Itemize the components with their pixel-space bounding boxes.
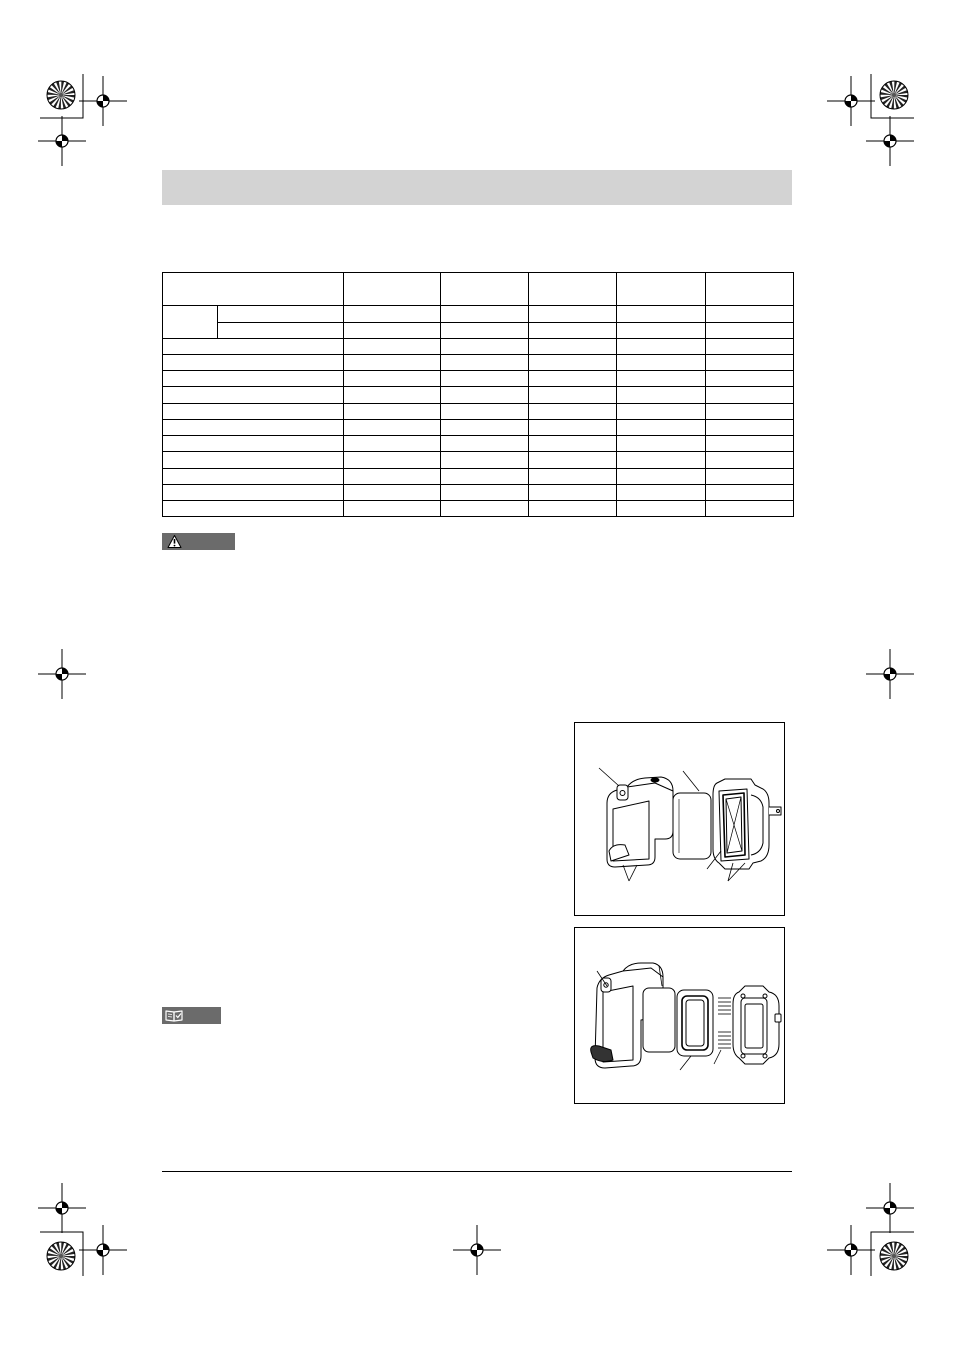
warning-icon (162, 533, 186, 550)
table-cell (344, 339, 441, 355)
table-cell (617, 404, 706, 420)
table-cell (529, 420, 617, 436)
table-cell (441, 436, 529, 452)
table-cell (441, 355, 529, 371)
table-row-label (163, 436, 344, 452)
registration-target-icon (827, 1225, 875, 1275)
table-row-label (163, 387, 344, 404)
figure-air-filter-1 (574, 722, 785, 916)
table-cell (441, 404, 529, 420)
table-row-label (163, 339, 344, 355)
table-cell (344, 452, 441, 469)
table-row-label (163, 485, 344, 501)
table-sub-label (218, 306, 344, 323)
table-row-label (163, 404, 344, 420)
table-cell (529, 485, 617, 501)
table-cell (706, 485, 794, 501)
table-header-cell (163, 273, 344, 306)
table-cell (344, 404, 441, 420)
registration-target-icon (866, 116, 914, 166)
table-cell (617, 339, 706, 355)
note-badge (162, 1007, 221, 1024)
figure-air-filter-2 (574, 927, 785, 1104)
table-cell (706, 452, 794, 469)
table-row-label (163, 452, 344, 469)
table-sub-label (218, 323, 344, 339)
table-cell (529, 306, 617, 323)
air-filter-exploded-view-icon (575, 928, 784, 1103)
table-cell (706, 420, 794, 436)
table-cell (529, 371, 617, 387)
table-cell (529, 339, 617, 355)
table-cell (344, 306, 441, 323)
table-cell (344, 420, 441, 436)
table-cell (617, 387, 706, 404)
table-cell (706, 339, 794, 355)
table-cell (529, 387, 617, 404)
table-row-label (163, 469, 344, 485)
table-cell (617, 420, 706, 436)
air-filter-exploded-view-icon (575, 723, 784, 915)
table-header-cell (529, 273, 617, 306)
table-row-label (163, 420, 344, 436)
sunburst-icon (880, 1242, 908, 1270)
table-header-cell (706, 273, 794, 306)
table-header-cell (441, 273, 529, 306)
registration-target-icon (79, 76, 127, 126)
table-cell (441, 339, 529, 355)
table-cell (529, 436, 617, 452)
table-cell (706, 371, 794, 387)
table-cell (617, 371, 706, 387)
table-cell (344, 355, 441, 371)
warning-badge (162, 533, 235, 550)
table-cell (706, 404, 794, 420)
table-cell (344, 469, 441, 485)
table-cell (617, 436, 706, 452)
table-cell (441, 452, 529, 469)
table-cell (344, 436, 441, 452)
registration-target-icon (38, 649, 86, 699)
table-cell (441, 420, 529, 436)
table-cell (441, 469, 529, 485)
table-cell (529, 501, 617, 517)
book-icon (162, 1007, 188, 1024)
table-cell (441, 306, 529, 323)
table-cell (529, 469, 617, 485)
registration-target-icon (38, 116, 86, 166)
table-cell (344, 387, 441, 404)
table-cell (617, 452, 706, 469)
table-cell (706, 306, 794, 323)
sunburst-icon (880, 81, 908, 109)
table-cell (441, 485, 529, 501)
table-cell (706, 469, 794, 485)
table-cell (706, 323, 794, 339)
table-cell (344, 485, 441, 501)
mesh-stripes (718, 998, 731, 1048)
table-cell (529, 323, 617, 339)
registration-target-icon (38, 1183, 86, 1233)
table-cell (344, 323, 441, 339)
table-row-label (163, 371, 344, 387)
table-cell (617, 306, 706, 323)
registration-target-icon (453, 1225, 501, 1275)
sunburst-icon (47, 1242, 75, 1270)
section-title (162, 170, 792, 188)
table-header-cell (617, 273, 706, 306)
table-cell (617, 355, 706, 371)
table-cell (441, 501, 529, 517)
registration-target-icon (866, 1183, 914, 1233)
table-cell (706, 436, 794, 452)
table-row-label (163, 355, 344, 371)
table-cell (441, 371, 529, 387)
spec-table (162, 272, 794, 517)
table-cell (617, 501, 706, 517)
table-cell (344, 501, 441, 517)
table-cell (529, 404, 617, 420)
sunburst-icon (47, 81, 75, 109)
table-cell (706, 355, 794, 371)
registration-target-icon (827, 76, 875, 126)
footer-rule (162, 1171, 792, 1172)
registration-target-icon (866, 649, 914, 699)
table-cell (344, 371, 441, 387)
table-cell (617, 485, 706, 501)
table-cell (617, 469, 706, 485)
filter-element (643, 988, 675, 1052)
table-cell (441, 387, 529, 404)
table-cell (529, 452, 617, 469)
section-header-bar (162, 170, 792, 205)
table-cell (706, 387, 794, 404)
registration-target-icon (79, 1225, 127, 1275)
table-header-cell (344, 273, 441, 306)
table-row-label (163, 501, 344, 517)
table-group-label (163, 306, 218, 339)
table-cell (529, 355, 617, 371)
table-cell (706, 501, 794, 517)
table-cell (617, 323, 706, 339)
table-cell (441, 323, 529, 339)
